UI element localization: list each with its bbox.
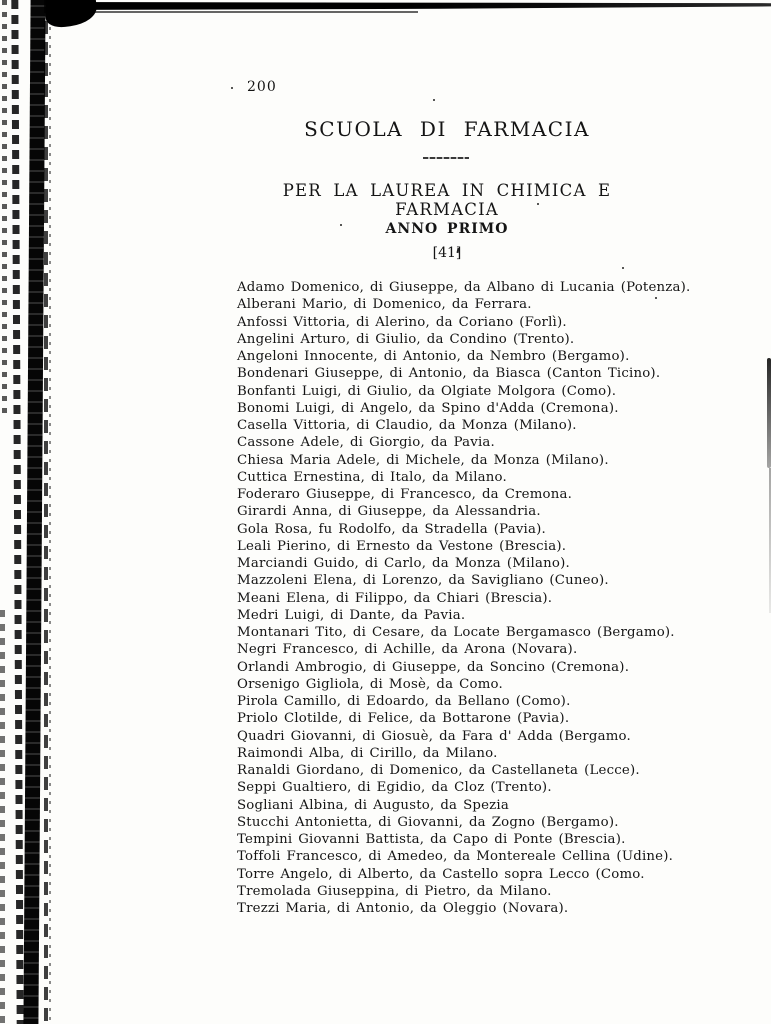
- student-entry: Sogliani Albina, di Augusto, da Spezia: [237, 797, 509, 813]
- student-entry: Marciandi Guido, di Carlo, da Monza (Milano).: [237, 556, 570, 571]
- section-heading: ANNO PRIMO: [385, 221, 509, 237]
- student-entry: Montanari Tito, di Cesare, da Locate Bergamasco (Bergamo).: [237, 625, 675, 640]
- student-entry: Toffoli Francesco, di Amedeo, da Montereale Cellina (Udine).: [237, 849, 674, 865]
- student-entry: Tremolada Giuseppina, di Pietro, da Milano.: [237, 883, 552, 899]
- student-entry: Gola Rosa, fu Rodolfo, da Stradella (Pavia).: [237, 521, 546, 537]
- binding-streak: [44, 0, 48, 1024]
- student-entry: Chiesa Maria Adele, di Michele, da Monza (Milano).: [237, 452, 609, 468]
- page-number: 200: [247, 79, 277, 95]
- page-top-edge-shadow: [36, 2, 771, 10]
- student-entry: Seppi Gualtiero, di Egidio, da Cloz (Trento).: [237, 780, 552, 796]
- student-entry: Leali Pierino, di Ernesto da Vestone (Brescia).: [237, 538, 567, 554]
- scan-speck: [622, 267, 624, 269]
- student-entry: Angelini Arturo, di Giulio, da Condino (Trento).: [237, 331, 575, 347]
- binding-streak: [2, 0, 7, 420]
- page-title: SCUOLA DI FARMACIA: [304, 117, 590, 141]
- student-entry: Tempini Giovanni Battista, da Capo di Ponte (Brescia).: [237, 832, 626, 847]
- student-entry: Negri Francesco, di Achille, da Arona (Novara).: [237, 642, 578, 658]
- student-entry: Anfossi Vittoria, di Alerino, da Coriano (Forlì).: [237, 314, 567, 330]
- student-entry: Bonfanti Luigi, di Giulio, da Olgiate Molgora (Como).: [237, 383, 617, 399]
- student-entry: Medri Luigi, di Dante, da Pavia.: [237, 607, 466, 623]
- scan-speck: [433, 99, 435, 101]
- binding-streak: [11, 0, 23, 1024]
- student-entry: Torre Angelo, di Alberto, da Castello sopra Lecco (Como.: [237, 866, 645, 882]
- page-subtitle: PER LA LAUREA IN CHIMICA E FARMACIA: [282, 181, 612, 219]
- student-entry: Girardi Anna, di Giuseppe, da Alessandria.: [237, 504, 541, 520]
- scan-speck: [231, 87, 233, 89]
- student-entry: Priolo Clotilde, di Felice, da Bottarone (Pavia).: [237, 711, 570, 727]
- student-entry: Angeloni Innocente, di Antonio, da Nembro (Bergamo).: [237, 349, 630, 364]
- student-entry: Quadri Giovanni, di Giosuè, da Fara d' Adda (Bergamo.: [237, 728, 631, 744]
- student-entry: Cuttica Ernestina, di Italo, da Milano.: [237, 469, 507, 485]
- student-list: [237, 279, 707, 917]
- binding-corner-shadow: [43, 0, 98, 29]
- student-entry: Raimondi Alba, di Cirillo, da Milano.: [237, 745, 498, 761]
- student-entry: Casella Vittoria, di Claudio, da Monza (Milano).: [237, 418, 577, 433]
- student-entry: Stucchi Antonietta, di Giovanni, da Zogno (Bergamo).: [237, 814, 619, 830]
- student-entry: Mazzoleni Elena, di Lorenzo, da Savigliano (Cuneo).: [237, 573, 609, 589]
- student-entry: Orsenigo Gigliola, di Mosè, da Como.: [237, 676, 503, 692]
- title-rule: [423, 157, 469, 159]
- student-entry: Adamo Domenico, di Giuseppe, da Albano di Lucania (Potenza).: [237, 280, 691, 295]
- page-top-edge-shadow-2: [58, 11, 418, 13]
- binding-streak: [49, 0, 51, 1024]
- student-entry: Meani Elena, di Filippo, da Chiari (Brescia).: [237, 590, 553, 606]
- student-count: [41]: [432, 245, 462, 261]
- right-edge-shadow: [767, 358, 771, 468]
- student-entry: Orlandi Ambrogio, di Giuseppe, da Soncino (Cremona).: [237, 659, 630, 675]
- student-entry: Cassone Adele, di Giorgio, da Pavia.: [237, 435, 495, 451]
- book-binding-shadow: [23, 0, 45, 1024]
- student-entry: Bonomi Luigi, di Angelo, da Spino d'Adda (Cremona).: [237, 400, 619, 416]
- student-entry: Ranaldi Giordano, di Domenico, da Castellaneta (Lecce).: [237, 763, 640, 778]
- student-entry: Trezzi Maria, di Antonio, da Oleggio (Novara).: [237, 901, 569, 916]
- student-entry: Bondenari Giuseppe, di Antonio, da Biasca (Canton Ticino).: [237, 366, 661, 382]
- student-entry: Alberani Mario, di Domenico, da Ferrara.: [237, 297, 532, 313]
- binding-streak: [0, 610, 5, 1024]
- student-entry: Pirola Camillo, di Edoardo, da Bellano (Como).: [237, 694, 571, 709]
- student-entry: Foderaro Giuseppe, di Francesco, da Cremona.: [237, 487, 573, 502]
